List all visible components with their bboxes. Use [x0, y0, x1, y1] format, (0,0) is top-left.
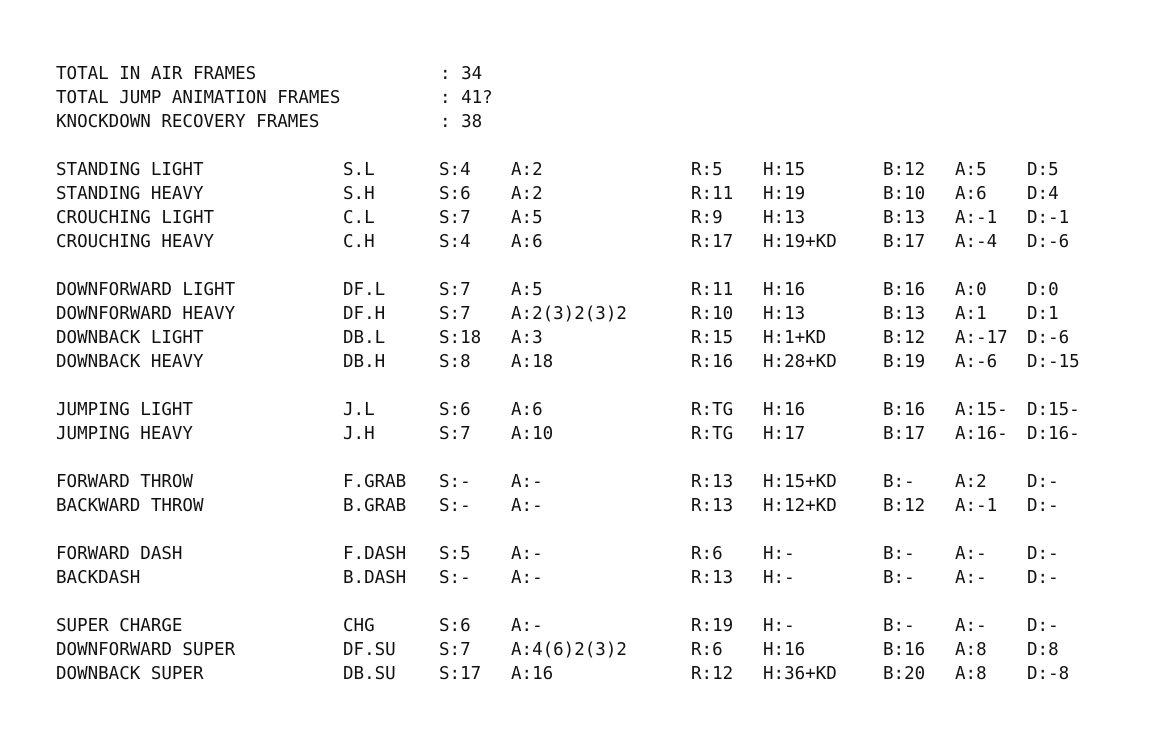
move-row	[56, 494, 1136, 518]
startup-value: S:8	[439, 352, 471, 372]
block-value: B:12	[883, 496, 926, 516]
move-name: CROUCHING LIGHT	[56, 208, 215, 228]
move-row	[56, 614, 1136, 638]
move-name: DOWNBACK LIGHT	[56, 328, 204, 348]
move-notation: DB.SU	[343, 664, 396, 684]
block-value: B:16	[883, 400, 926, 420]
active-value: A:-	[511, 472, 543, 492]
hit-value: H:28+KD	[763, 352, 837, 372]
advantage-value: A:5	[955, 160, 987, 180]
move-row	[56, 398, 1136, 422]
block-value: B:12	[883, 160, 926, 180]
move-row	[56, 158, 1136, 182]
header-row	[56, 110, 1136, 134]
active-value: A:4(6)2(3)2	[511, 640, 627, 660]
advantage-value: A:-	[955, 616, 987, 636]
move-name: JUMPING LIGHT	[56, 400, 193, 420]
header-stats	[56, 62, 1136, 134]
recovery-value: R:19	[691, 616, 734, 636]
header-label: TOTAL JUMP ANIMATION FRAMES	[56, 88, 341, 108]
startup-value: S:18	[439, 328, 482, 348]
advantage-value: A:16-	[955, 424, 1008, 444]
startup-value: S:-	[439, 472, 471, 492]
header-value: : 38	[440, 112, 483, 132]
move-row	[56, 326, 1136, 350]
recovery-value: R:13	[691, 568, 734, 588]
move-notation: F.GRAB	[343, 472, 407, 492]
disadvantage-value: D:8	[1027, 640, 1059, 660]
startup-value: S:7	[439, 640, 471, 660]
recovery-value: R:16	[691, 352, 734, 372]
active-value: A:5	[511, 208, 543, 228]
disadvantage-value: D:15-	[1027, 400, 1080, 420]
advantage-value: A:-4	[955, 232, 998, 252]
startup-value: S:7	[439, 208, 471, 228]
disadvantage-value: D:16-	[1027, 424, 1080, 444]
hit-value: H:16	[763, 640, 806, 660]
move-name: STANDING HEAVY	[56, 184, 204, 204]
move-notation: DB.L	[343, 328, 386, 348]
active-value: A:-	[511, 496, 543, 516]
disadvantage-value: D:-6	[1027, 328, 1070, 348]
block-value: B:20	[883, 664, 926, 684]
move-notation: DF.SU	[343, 640, 396, 660]
header-label: TOTAL IN AIR FRAMES	[56, 64, 257, 84]
hit-value: H:13	[763, 304, 806, 324]
active-value: A:6	[511, 232, 543, 252]
active-value: A:5	[511, 280, 543, 300]
startup-value: S:4	[439, 232, 471, 252]
advantage-value: A:6	[955, 184, 987, 204]
recovery-value: R:5	[691, 160, 723, 180]
block-value: B:-	[883, 616, 915, 636]
startup-value: S:-	[439, 496, 471, 516]
move-row	[56, 182, 1136, 206]
hit-value: H:-	[763, 616, 795, 636]
move-name: FORWARD DASH	[56, 544, 183, 564]
hit-value: H:36+KD	[763, 664, 837, 684]
recovery-value: R:9	[691, 208, 723, 228]
block-value: B:17	[883, 424, 926, 444]
move-row	[56, 638, 1136, 662]
recovery-value: R:13	[691, 496, 734, 516]
group-spacer	[56, 374, 1136, 398]
hit-value: H:17	[763, 424, 806, 444]
move-row	[56, 542, 1136, 566]
move-notation: C.L	[343, 208, 375, 228]
hit-value: H:12+KD	[763, 496, 837, 516]
move-name: DOWNFORWARD HEAVY	[56, 304, 236, 324]
advantage-value: A:-1	[955, 208, 998, 228]
advantage-value: A:15-	[955, 400, 1008, 420]
move-notation: S.L	[343, 160, 375, 180]
startup-value: S:6	[439, 184, 471, 204]
recovery-value: R:15	[691, 328, 734, 348]
disadvantage-value: D:-	[1027, 616, 1059, 636]
active-value: A:16	[511, 664, 554, 684]
header-row	[56, 86, 1136, 110]
move-notation: B.GRAB	[343, 496, 407, 516]
active-value: A:-	[511, 568, 543, 588]
hit-value: H:16	[763, 280, 806, 300]
advantage-value: A:0	[955, 280, 987, 300]
hit-value: H:-	[763, 544, 795, 564]
startup-value: S:-	[439, 568, 471, 588]
active-value: A:18	[511, 352, 554, 372]
advantage-value: A:8	[955, 640, 987, 660]
move-row	[56, 206, 1136, 230]
move-name: FORWARD THROW	[56, 472, 193, 492]
move-notation: B.DASH	[343, 568, 407, 588]
move-name: DOWNFORWARD SUPER	[56, 640, 236, 660]
move-row	[56, 566, 1136, 590]
block-value: B:13	[883, 304, 926, 324]
disadvantage-value: D:0	[1027, 280, 1059, 300]
active-value: A:-	[511, 544, 543, 564]
move-row	[56, 662, 1136, 686]
block-value: B:10	[883, 184, 926, 204]
block-value: B:-	[883, 568, 915, 588]
move-row	[56, 278, 1136, 302]
recovery-value: R:11	[691, 184, 734, 204]
move-table	[56, 134, 1136, 686]
advantage-value: A:-17	[955, 328, 1008, 348]
group-spacer	[56, 446, 1136, 470]
recovery-value: R:6	[691, 640, 723, 660]
move-row	[56, 422, 1136, 446]
move-name: SUPER CHARGE	[56, 616, 183, 636]
header-value: : 41?	[440, 88, 493, 108]
advantage-value: A:-	[955, 544, 987, 564]
advantage-value: A:1	[955, 304, 987, 324]
active-value: A:3	[511, 328, 543, 348]
hit-value: H:-	[763, 568, 795, 588]
disadvantage-value: D:-	[1027, 568, 1059, 588]
disadvantage-value: D:4	[1027, 184, 1059, 204]
advantage-value: A:-	[955, 568, 987, 588]
move-notation: J.H	[343, 424, 375, 444]
move-notation: DF.H	[343, 304, 386, 324]
disadvantage-value: D:-	[1027, 496, 1059, 516]
move-notation: DF.L	[343, 280, 386, 300]
disadvantage-value: D:-	[1027, 544, 1059, 564]
move-name: JUMPING HEAVY	[56, 424, 193, 444]
disadvantage-value: D:-15	[1027, 352, 1080, 372]
advantage-value: A:-6	[955, 352, 998, 372]
block-value: B:16	[883, 280, 926, 300]
startup-value: S:4	[439, 160, 471, 180]
startup-value: S:17	[439, 664, 482, 684]
active-value: A:-	[511, 616, 543, 636]
active-value: A:2(3)2(3)2	[511, 304, 627, 324]
disadvantage-value: D:-6	[1027, 232, 1070, 252]
move-name: BACKWARD THROW	[56, 496, 204, 516]
block-value: B:-	[883, 544, 915, 564]
move-name: DOWNBACK SUPER	[56, 664, 204, 684]
startup-value: S:6	[439, 400, 471, 420]
recovery-value: R:17	[691, 232, 734, 252]
move-name: STANDING LIGHT	[56, 160, 204, 180]
move-notation: C.H	[343, 232, 375, 252]
hit-value: H:15+KD	[763, 472, 837, 492]
move-name: BACKDASH	[56, 568, 141, 588]
move-name: CROUCHING HEAVY	[56, 232, 215, 252]
hit-value: H:1+KD	[763, 328, 827, 348]
recovery-value: R:TG	[691, 400, 734, 420]
group-spacer	[56, 590, 1136, 614]
move-notation: CHG	[343, 616, 375, 636]
disadvantage-value: D:1	[1027, 304, 1059, 324]
block-value: B:13	[883, 208, 926, 228]
block-value: B:-	[883, 472, 915, 492]
recovery-value: R:12	[691, 664, 734, 684]
group-spacer	[56, 254, 1136, 278]
block-value: B:19	[883, 352, 926, 372]
block-value: B:16	[883, 640, 926, 660]
disadvantage-value: D:-1	[1027, 208, 1070, 228]
header-row	[56, 62, 1136, 86]
hit-value: H:19+KD	[763, 232, 837, 252]
group-spacer	[56, 134, 1136, 158]
startup-value: S:7	[439, 424, 471, 444]
startup-value: S:6	[439, 616, 471, 636]
disadvantage-value: D:-8	[1027, 664, 1070, 684]
header-value: : 34	[440, 64, 483, 84]
move-row	[56, 470, 1136, 494]
move-name: DOWNBACK HEAVY	[56, 352, 204, 372]
disadvantage-value: D:5	[1027, 160, 1059, 180]
advantage-value: A:2	[955, 472, 987, 492]
move-row	[56, 230, 1136, 254]
startup-value: S:7	[439, 304, 471, 324]
startup-value: S:5	[439, 544, 471, 564]
frame-data-sheet	[56, 62, 1136, 686]
active-value: A:2	[511, 184, 543, 204]
disadvantage-value: D:-	[1027, 472, 1059, 492]
hit-value: H:15	[763, 160, 806, 180]
recovery-value: R:TG	[691, 424, 734, 444]
block-value: B:17	[883, 232, 926, 252]
recovery-value: R:11	[691, 280, 734, 300]
hit-value: H:16	[763, 400, 806, 420]
move-notation: J.L	[343, 400, 375, 420]
advantage-value: A:8	[955, 664, 987, 684]
active-value: A:10	[511, 424, 554, 444]
hit-value: H:19	[763, 184, 806, 204]
move-notation: S.H	[343, 184, 375, 204]
recovery-value: R:10	[691, 304, 734, 324]
move-row	[56, 350, 1136, 374]
move-notation: DB.H	[343, 352, 386, 372]
header-label: KNOCKDOWN RECOVERY FRAMES	[56, 112, 320, 132]
hit-value: H:13	[763, 208, 806, 228]
group-spacer	[56, 518, 1136, 542]
advantage-value: A:-1	[955, 496, 998, 516]
block-value: B:12	[883, 328, 926, 348]
move-name: DOWNFORWARD LIGHT	[56, 280, 236, 300]
startup-value: S:7	[439, 280, 471, 300]
move-notation: F.DASH	[343, 544, 407, 564]
move-row	[56, 302, 1136, 326]
recovery-value: R:6	[691, 544, 723, 564]
active-value: A:6	[511, 400, 543, 420]
active-value: A:2	[511, 160, 543, 180]
recovery-value: R:13	[691, 472, 734, 492]
